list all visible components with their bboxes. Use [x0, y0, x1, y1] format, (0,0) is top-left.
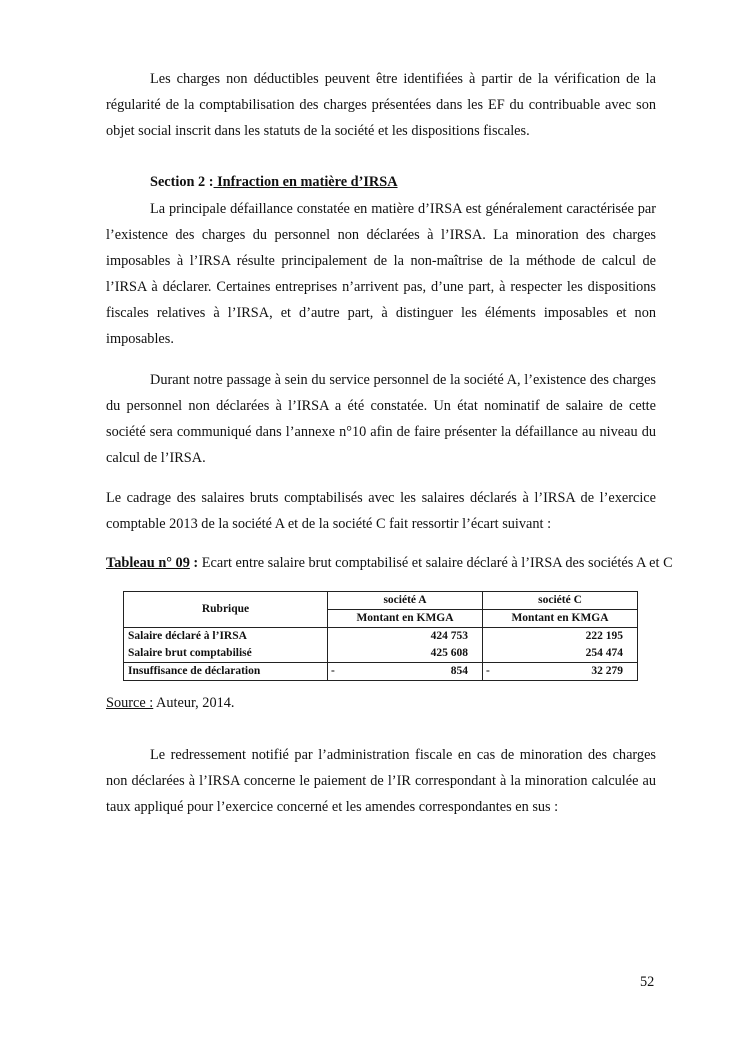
- paragraph-passage-societe-a: Durant notre passage à sein du service personnel de la société A, l’existence des charges du personnel non déclarées à l’IRSA a été constatée. Un état nominatif de salaire de cette société sera communiqué dans l’annexe n°10 afin de faire présenter la défaillance au niveau du calcul de l’IRSA.: [106, 372, 656, 466]
- value-a: 424 753: [328, 628, 483, 646]
- salary-gap-table: [123, 591, 638, 681]
- paragraph-redressement: Le redressement notifié par l’administration fiscale en cas de minoration des charges non déclarées à l’IRSA concerne le paiement de l’IR correspondant à la minoration calculée au taux appliqué pour l’exercice concerné et les amendes correspondantes en sus :: [106, 747, 656, 815]
- total-a-value: 854: [450, 665, 468, 677]
- table-header-row: [124, 592, 638, 610]
- value-c: 254 474: [483, 645, 638, 663]
- unit-c-header: Montant en KMGA: [483, 610, 638, 628]
- value-a: 425 608: [328, 645, 483, 663]
- company-c-header: société C: [483, 592, 638, 610]
- section-prefix: Section 2 :: [150, 174, 214, 190]
- total-c-cell: [483, 663, 638, 681]
- table-caption: [106, 553, 673, 573]
- table-caption-label: Tableau n° 09: [106, 555, 190, 571]
- paragraph-defaillance-irsa: La principale défaillance constatée en matière d’IRSA est généralement caractérisée par l’existence des charges du personnel non déclarées à l’IRSA. La minoration des charges imposables à l’IRSA résulte principalement de la non-maîtrise de la méthode de calcul de l’IRSA à déclarer. Certaines entreprises n’arrivent pas, d’une part, à respecter les dispositions fiscales relatives à l’IRSA, et d’autre part, à distinguer les éléments imposables et non imposables.: [106, 201, 656, 347]
- paragraph-charges-non-deductibles: Les charges non déductibles peuvent être identifiées à partir de la vérification de la régularité de la comptabilisation des charges présentées dans les EF du contribuable avec son objet social inscrit dans les statuts de la société et les dispositions fiscales.: [106, 71, 656, 139]
- table-row: [124, 645, 638, 663]
- company-a-header: société A: [328, 592, 483, 610]
- total-c-value: 32 279: [591, 665, 623, 677]
- table-total-row: [124, 663, 638, 681]
- rubrique-header: Rubrique: [124, 592, 328, 628]
- total-c-sign: -: [486, 665, 490, 677]
- table-caption-text: Ecart entre salaire brut comptabilisé et salaire déclaré à l’IRSA des sociétés A et C: [198, 555, 673, 571]
- row-label: Salaire déclaré à l’IRSA: [124, 628, 328, 646]
- table-source: [106, 693, 234, 713]
- table-caption-sep: :: [189, 555, 199, 571]
- total-label: Insuffisance de déclaration: [124, 663, 328, 681]
- total-a-sign: -: [331, 665, 335, 677]
- section-heading: [150, 172, 398, 192]
- paragraph-cadrage-salaires: Le cadrage des salaires bruts comptabilisés avec les salaires déclarés à l’IRSA de l’exercice comptable 2013 de la société A et de la société C fait ressortir l’écart suivant :: [106, 490, 656, 532]
- unit-a-header: Montant en KMGA: [328, 610, 483, 628]
- page-number: 52: [640, 974, 655, 990]
- row-label: Salaire brut comptabilisé: [124, 645, 328, 663]
- source-label: Source :: [106, 695, 154, 711]
- total-a-cell: [328, 663, 483, 681]
- value-c: 222 195: [483, 628, 638, 646]
- table-row: [124, 628, 638, 646]
- section-title: Infraction en matière d’IRSA: [213, 174, 398, 190]
- source-text: Auteur, 2014.: [153, 695, 235, 711]
